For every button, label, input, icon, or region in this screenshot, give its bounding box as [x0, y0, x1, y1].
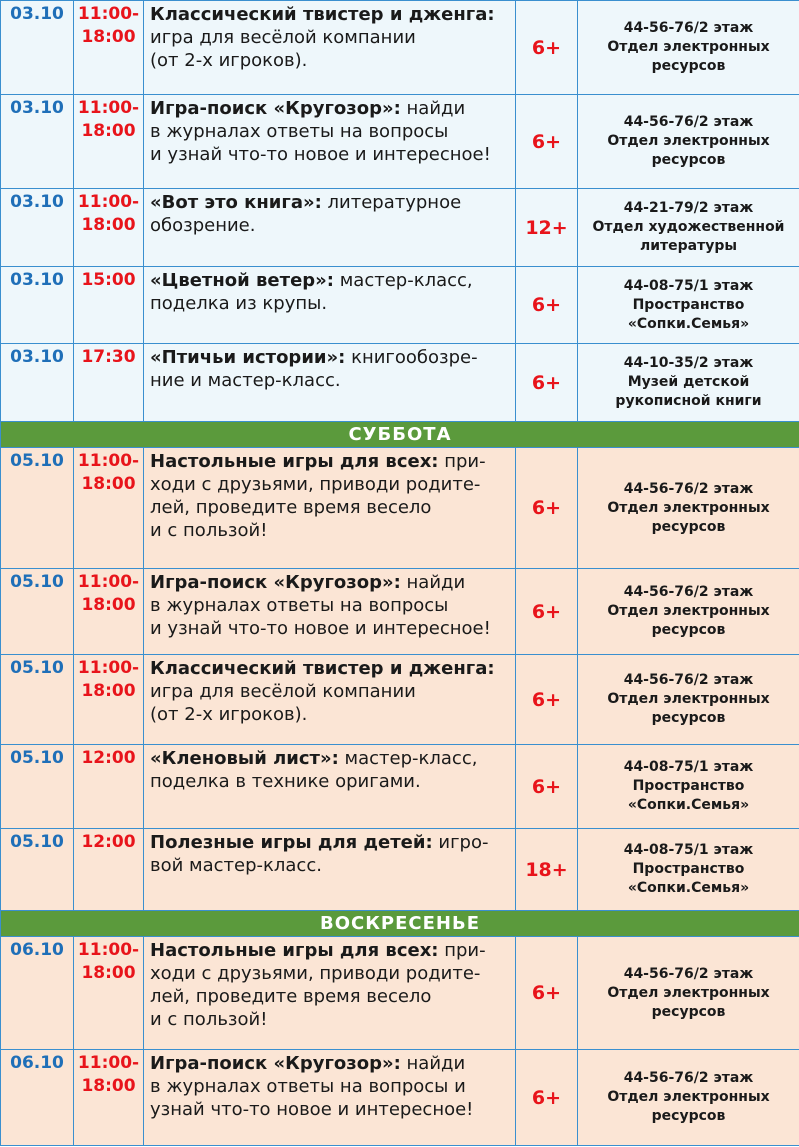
event-row	[1, 448, 799, 569]
event-time-line: 18:00	[81, 215, 136, 235]
age-rating: 18+	[516, 829, 578, 911]
event-location	[578, 569, 799, 655]
location-line: 44-56-76/2 этаж	[623, 584, 754, 600]
location-line: ресурсов	[651, 1108, 726, 1124]
location-line: Отдел электронных	[607, 39, 770, 55]
location-line: ресурсов	[651, 518, 726, 535]
event-time-line: 11:00-	[77, 940, 140, 960]
event-first-line	[150, 571, 511, 594]
event-desc-line: ние и мастер-класс.	[150, 370, 341, 391]
event-location	[578, 655, 799, 745]
event-row	[1, 937, 799, 1050]
location-line: Отдел электронных	[607, 1089, 770, 1105]
event-time	[74, 448, 144, 569]
event-first-line	[150, 97, 511, 120]
event-desc-line: поделка в технике оригами.	[150, 771, 421, 792]
event-title: Классический твистер и дженга:	[150, 658, 495, 679]
event-desc-line: игра для весёлой компании	[150, 681, 416, 702]
event-desc-line: лей, проведите время весело	[150, 986, 432, 1007]
event-date: 03.10	[1, 189, 74, 267]
event-location	[578, 448, 799, 569]
location-line: 44-56-76/2 этаж	[623, 1070, 754, 1086]
age-rating: 6+	[516, 267, 578, 344]
event-desc-line: вой мастер-класс.	[150, 855, 322, 876]
location-line: Отдел электронных	[607, 691, 770, 707]
event-time-line: 12:00	[81, 832, 136, 852]
event-description	[144, 569, 516, 655]
event-row	[1, 655, 799, 745]
event-row	[1, 569, 799, 655]
event-time-line: 15:00	[81, 270, 136, 290]
event-desc-line: и с пользой!	[150, 520, 268, 541]
event-title: «Цветной ветер»:	[150, 270, 334, 291]
event-description	[144, 745, 516, 829]
location-line: 44-56-76/2 этаж	[623, 480, 754, 497]
event-row	[1, 1050, 799, 1146]
event-time-line: 18:00	[81, 595, 136, 615]
location-line: ресурсов	[651, 1003, 726, 1020]
event-date: 05.10	[1, 745, 74, 829]
event-first-line	[150, 3, 511, 26]
event-first-line	[150, 191, 511, 214]
event-desc-line: мастер-класс,	[334, 270, 473, 291]
event-description	[144, 1, 516, 95]
location-line: Пространство	[632, 861, 745, 877]
event-description	[144, 829, 516, 911]
location-line: 44-08-75/1 этаж	[623, 759, 754, 775]
event-time-line: 18:00	[81, 474, 136, 494]
event-desc-line: ходи с друзьями, приводи родите-	[150, 474, 481, 495]
location-line: Пространство	[632, 296, 745, 313]
event-time	[74, 1050, 144, 1146]
event-desc-line: игра для весёлой компании	[150, 27, 416, 48]
event-time	[74, 95, 144, 189]
age-rating: 6+	[516, 1, 578, 95]
event-row	[1, 829, 799, 911]
location-line: Музей детской	[627, 374, 750, 390]
age-rating: 6+	[516, 569, 578, 655]
event-description	[144, 189, 516, 267]
location-line: Отдел электронных	[607, 133, 770, 149]
event-desc-line: игро-	[432, 832, 489, 853]
event-location	[578, 189, 799, 267]
location-line: Отдел электронных	[607, 499, 770, 516]
event-title: Игра-поиск «Кругозор»:	[150, 98, 401, 119]
event-time-line: 18:00	[81, 681, 136, 701]
event-desc-line: литературное	[321, 192, 462, 213]
day-header: ВОСКРЕСЕНЬЕ	[1, 911, 799, 937]
event-row	[1, 1, 799, 95]
event-title: «Вот это книга»:	[150, 192, 322, 213]
event-date: 06.10	[1, 1050, 74, 1146]
event-time	[74, 569, 144, 655]
event-first-line	[150, 939, 511, 962]
location-line: 44-08-75/1 этаж	[623, 277, 754, 294]
event-row	[1, 344, 799, 422]
event-description	[144, 95, 516, 189]
event-date: 05.10	[1, 655, 74, 745]
event-title: Настольные игры для всех:	[150, 940, 439, 961]
event-time-line: 18:00	[81, 963, 136, 983]
event-row	[1, 745, 799, 829]
age-rating: 6+	[516, 745, 578, 829]
location-line: литературы	[639, 238, 738, 254]
event-desc-line: лей, проведите время весело	[150, 497, 432, 518]
event-desc-line: книгообозре-	[345, 347, 478, 368]
event-description	[144, 1050, 516, 1146]
event-time	[74, 745, 144, 829]
location-line: 44-56-76/2 этаж	[623, 965, 754, 982]
event-desc-line: и узнай что-то новое и интересное!	[150, 144, 491, 165]
event-date: 06.10	[1, 937, 74, 1050]
event-title: Игра-поиск «Кругозор»:	[150, 572, 401, 593]
event-location	[578, 95, 799, 189]
event-first-line	[150, 657, 511, 680]
event-desc-line: (от 2-х игроков).	[150, 50, 308, 71]
location-line: «Сопки.Семья»	[627, 880, 750, 896]
age-rating: 12+	[516, 189, 578, 267]
location-line: 44-56-76/2 этаж	[623, 672, 754, 688]
event-location	[578, 745, 799, 829]
event-first-line	[150, 747, 511, 770]
event-time	[74, 937, 144, 1050]
event-desc-line: ходи с друзьями, приводи родите-	[150, 963, 481, 984]
event-desc-line: узнай что-то новое и интересное!	[150, 1099, 474, 1120]
event-desc-line: и с пользой!	[150, 1009, 268, 1030]
event-time-line: 11:00-	[77, 192, 140, 212]
event-time-line: 17:30	[81, 347, 136, 367]
event-title: «Кленовый лист»:	[150, 748, 339, 769]
event-desc-line: в журналах ответы на вопросы	[150, 595, 449, 616]
event-desc-line: и узнай что-то новое и интересное!	[150, 618, 491, 639]
age-rating: 6+	[516, 1050, 578, 1146]
location-line: 44-56-76/2 этаж	[623, 114, 754, 130]
event-desc-line: в журналах ответы на вопросы	[150, 121, 449, 142]
event-desc-line: при-	[438, 940, 486, 961]
event-first-line	[150, 1052, 511, 1075]
event-description	[144, 448, 516, 569]
event-first-line	[150, 269, 511, 292]
event-time	[74, 344, 144, 422]
age-rating: 6+	[516, 448, 578, 569]
event-desc-line: при-	[438, 451, 486, 472]
event-time	[74, 1, 144, 95]
event-time	[74, 829, 144, 911]
event-desc-line: найди	[400, 572, 466, 593]
event-desc-line: найди	[400, 1053, 466, 1074]
event-location	[578, 1, 799, 95]
location-line: 44-21-79/2 этаж	[623, 200, 754, 216]
event-time	[74, 267, 144, 344]
event-desc-line: мастер-класс,	[338, 748, 478, 769]
event-time-line: 18:00	[81, 27, 136, 47]
event-time-line: 11:00-	[77, 658, 140, 678]
event-date: 05.10	[1, 448, 74, 569]
event-description	[144, 655, 516, 745]
event-title: Настольные игры для всех:	[150, 451, 439, 472]
event-date: 05.10	[1, 569, 74, 655]
event-desc-line: поделка из крупы.	[150, 293, 328, 314]
event-time-line: 18:00	[81, 121, 136, 141]
event-first-line	[150, 346, 511, 369]
event-time-line: 11:00-	[77, 572, 140, 592]
event-first-line	[150, 450, 511, 473]
event-row	[1, 95, 799, 189]
location-line: 44-10-35/2 этаж	[623, 355, 754, 371]
location-line: Пространство	[632, 778, 745, 794]
location-line: ресурсов	[651, 622, 726, 638]
event-row	[1, 189, 799, 267]
location-line: ресурсов	[651, 152, 726, 168]
location-line: рукописной книги	[615, 393, 762, 409]
day-header-row	[1, 911, 799, 937]
event-row	[1, 267, 799, 344]
event-date: 03.10	[1, 267, 74, 344]
day-header: СУББОТА	[1, 422, 799, 448]
event-desc-line: (от 2-х игроков).	[150, 704, 308, 725]
age-rating: 6+	[516, 655, 578, 745]
event-desc-line: найди	[400, 98, 466, 119]
location-line: Отдел художественной	[592, 219, 785, 235]
event-location	[578, 344, 799, 422]
event-time-line: 11:00-	[77, 451, 140, 471]
event-time-line: 11:00-	[77, 1053, 140, 1073]
event-title: Игра-поиск «Кругозор»:	[150, 1053, 401, 1074]
event-time-line: 11:00-	[77, 4, 140, 24]
location-line: 44-56-76/2 этаж	[623, 20, 754, 36]
event-desc-line: в журналах ответы на вопросы и	[150, 1076, 466, 1097]
event-date: 03.10	[1, 95, 74, 189]
event-description	[144, 937, 516, 1050]
event-location	[578, 1050, 799, 1146]
event-date: 03.10	[1, 1, 74, 95]
event-time	[74, 655, 144, 745]
location-line: 44-08-75/1 этаж	[623, 842, 754, 858]
location-line: Отдел электронных	[607, 603, 770, 619]
event-title: «Птичьи истории»:	[150, 347, 346, 368]
location-line: «Сопки.Семья»	[627, 315, 750, 332]
event-title: Полезные игры для детей:	[150, 832, 433, 853]
event-description	[144, 267, 516, 344]
location-line: «Сопки.Семья»	[627, 797, 750, 813]
age-rating: 6+	[516, 95, 578, 189]
location-line: Отдел электронных	[607, 984, 770, 1001]
event-time-line: 18:00	[81, 1076, 136, 1096]
event-time	[74, 189, 144, 267]
event-time-line: 12:00	[81, 748, 136, 768]
event-first-line	[150, 831, 511, 854]
location-line: ресурсов	[651, 58, 726, 74]
event-title: Классический твистер и дженга:	[150, 4, 495, 25]
event-date: 05.10	[1, 829, 74, 911]
event-time-line: 11:00-	[77, 98, 140, 118]
age-rating: 6+	[516, 937, 578, 1050]
event-date: 03.10	[1, 344, 74, 422]
event-desc-line: обозрение.	[150, 215, 256, 236]
event-location	[578, 267, 799, 344]
event-location	[578, 937, 799, 1050]
event-description	[144, 344, 516, 422]
event-location	[578, 829, 799, 911]
location-line: ресурсов	[651, 710, 726, 726]
day-header-row	[1, 422, 799, 448]
age-rating: 6+	[516, 344, 578, 422]
